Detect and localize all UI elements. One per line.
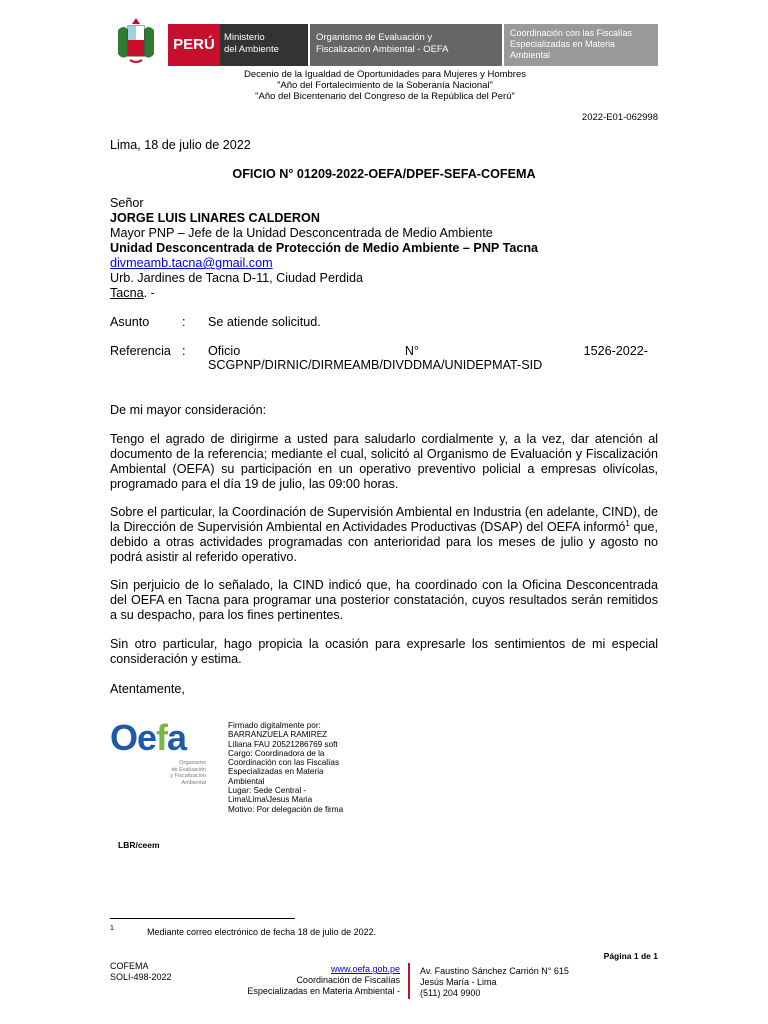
oefa-logo: Oefa xyxy=(110,717,187,758)
paragraph-2: Sobre el particular, la Coordinación de Supervisión Ambiental en Industria (en adelante, CIND), de la Dirección de Supervisión Ambiental en Actividades Productivas (DSAP) del OEFA informó$^1$ que, debido a otras actividades programadas con anterioridad para los meses de julio y agosto no podrá asistir al referido operativo. xyxy=(110,505,658,564)
coordinacion-label: Coordinación con las Fiscalías Especializadas en Materia Ambiental xyxy=(504,24,658,66)
footer-divider xyxy=(408,963,410,999)
paragraph-4: Sin otro particular, hago propicia la ocasión para expresarle los sentimientos de mi especial consideración y estima. xyxy=(110,637,658,666)
initials: LBR/ceem xyxy=(118,840,160,850)
footer-reference: COFEMA SOLI-498-2022 xyxy=(110,961,172,982)
asunto-label: Asunto xyxy=(110,315,150,329)
recipient-name: JORGE LUIS LINARES CALDERON xyxy=(110,211,320,225)
decenio-heading: Decenio de la Igualdad de Oportunidades para Mujeres y Hombres "Año del Fortalecimiento de la Soberanía Nacional" "Año del Bicentenario del Congreso de la República del Perú" xyxy=(244,69,526,102)
peru-coat-of-arms-icon xyxy=(114,16,158,66)
referencia-line-2: SCGPNP/DIRNIC/DIRMEAMB/DIVDDMA/UNIDEPMAT-SID xyxy=(208,358,543,372)
recipient-position: Mayor PNP – Jefe de la Unidad Desconcentrada de Medio Ambiente xyxy=(110,226,493,240)
referencia-label: Referencia xyxy=(110,344,171,358)
recipient-unit: Unidad Desconcentrada de Protección de Medio Ambiente – PNP Tacna xyxy=(110,241,539,255)
referencia-line-1: Oficio N° 1526-2022- xyxy=(208,344,648,358)
footer-office: www.oefa.gob.pe Coordinación de Fiscalías Especializadas en Materia Ambiental - xyxy=(247,964,400,996)
recipient-block xyxy=(110,196,538,301)
oefa-logo-subtitle: Organismo de Evaluación y Fiscalización Ambiental xyxy=(170,760,206,786)
footer-address: Av. Faustino Sánchez Carrión N° 615 Jesús María - Lima (511) 204 9900 xyxy=(420,966,569,998)
asunto-colon: : xyxy=(182,315,186,329)
asunto-value: Se atiende solicitud. xyxy=(208,315,321,329)
recipient-address: Urb. Jardines de Tacna D-11, Ciudad Perdida xyxy=(110,271,363,285)
paragraph-3: Sin perjuicio de lo señalado, la CIND indicó que, ha coordinado con la Oficina Desconcentrada del OEFA en Tacna para programar una posterior constatación, cuyos resultados serán remitidos a su despacho, para los fines pertinentes. xyxy=(110,578,658,622)
footnote-reference: 1 xyxy=(625,518,630,528)
oefa-label: Organismo de Evaluación y Fiscalización Ambiental - OEFA xyxy=(310,24,502,66)
referencia-colon: : xyxy=(182,344,186,358)
oficio-title: OFICIO N° 01209-2022-OEFA/DPEF-SEFA-COFEMA xyxy=(232,167,536,181)
paragraph-1: Tengo el agrado de dirigirme a usted para saludarlo cordialmente y, a la vez, dar atención al documento de la referencia; mediante el cual, solicitó al Organismo de Evaluación y Fiscalización Ambiental (OEFA) su participación en un operativo preventivo policial a empresas olivícolas, programado para el día 19 de julio, las 09:00 horas. xyxy=(110,432,658,491)
recipient-salutation: Señor xyxy=(110,196,144,210)
recipient-email-link[interactable]: divmeamb.tacna@gmail.com xyxy=(110,256,273,270)
greeting: De mi mayor consideración: xyxy=(110,403,267,417)
footnote-rule xyxy=(110,918,295,919)
footnote-number: 1 xyxy=(110,925,114,932)
digital-signature: Firmado digitalmente por: BARRANZUELA RAMIREZ Liliana FAU 20521286769 soft Cargo: Coordinadora de la Coordinación con las Fiscalías Especializadas en Materia Ambiental Lugar: Sede Central - Lima\Lima\Jesus Maria Motivo: Por delegación de firma xyxy=(228,721,344,814)
date-line: Lima, 18 de julio de 2022 xyxy=(110,138,251,152)
page-number: Página 1 de 1 xyxy=(603,951,658,961)
peru-brand-label: PERÚ xyxy=(168,24,220,66)
ministerio-label: Ministerio del Ambiente xyxy=(220,24,308,66)
footnote-text: Mediante correo electrónico de fecha 18 de julio de 2022. xyxy=(147,927,377,937)
expediente-number: 2022-E01-062998 xyxy=(581,112,658,123)
footer-web-link[interactable]: www.oefa.gob.pe xyxy=(330,964,400,974)
closing: Atentamente, xyxy=(110,682,185,696)
recipient-city: Tacna. - xyxy=(110,286,155,300)
